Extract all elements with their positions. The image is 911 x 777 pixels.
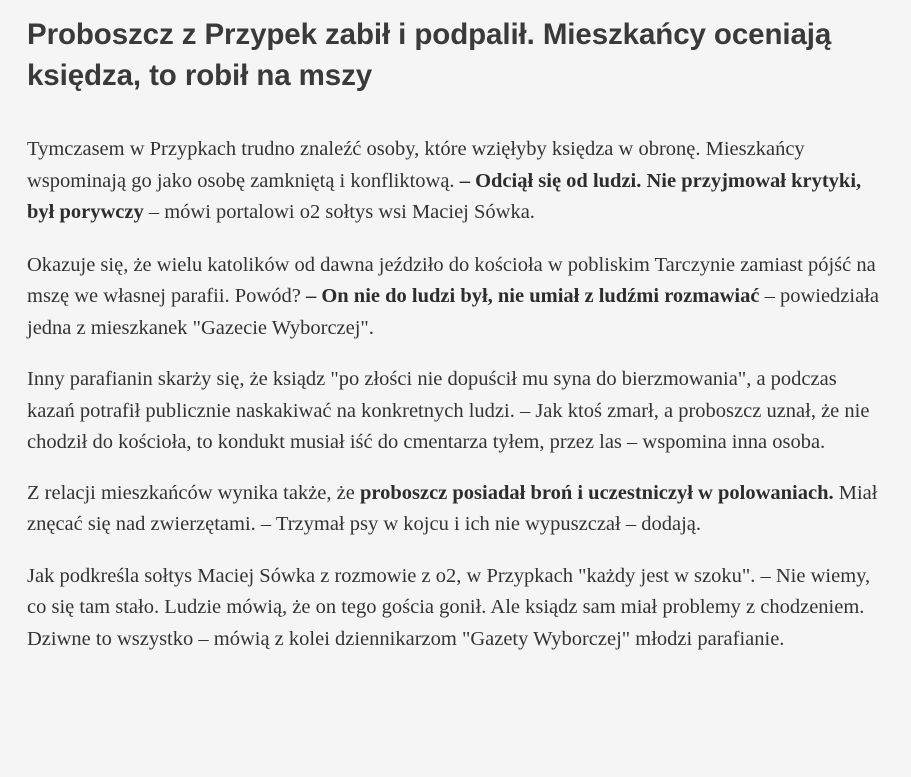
paragraph-text: Okazuje się, że wielu katolików od dawna jeździło do kościoła w pobliskim Tarczynie zamiast pójść na mszę we własnej parafii. Powód? [27,253,876,307]
paragraph-bold-quote: proboszcz posiadał broń i uczestniczył w polowaniach. [359,481,834,504]
paragraph-text: Tymczasem w Przypkach trudno znaleźć osoby, które wzięłyby księdza w obronę. Mieszkańcy wspominają go jako osobę zamkniętą i konfliktową. [27,138,805,192]
paragraph-text: Z relacji mieszkańców wynika także, że [27,481,360,504]
paragraph-bold-quote: – On nie do ludzi był, nie umiał z ludźmi rozmawiać [305,285,760,307]
paragraph-text: – powiedziała jedna z mieszkanek "Gazecie Wyborczej". [27,285,879,339]
paragraph-text: Inny parafianin skarży się, że ksiądz "po złości nie dopuścił mu syna do bierzmowania", a podczas kazań potrafił publicznie naskakiwać na konkretnych ludzi. – Jak ktoś zmarł, a proboszcz uznał, że nie chodził do kościoła, to kondukt musiał iść do cmentarza tyłem, przez las – wspomina inna osoba. [27,368,870,453]
article-paragraph [27,478,887,541]
article-paragraph [27,250,887,345]
paragraph-text: – mówi portalowi o2 sołtys wsi Maciej Sówka. [143,201,535,223]
article-title: Proboszcz z Przypek zabił i podpalił. Mieszkańcy oceniają księdza, to robił na mszy [27,18,832,92]
article-paragraph [27,134,887,229]
paragraph-bold-quote: – Odciął się od ludzi. Nie przyjmował krytyki, był porywczy [27,169,862,223]
article-paragraph [27,364,887,459]
paragraph-text: Miał znęcać się nad zwierzętami. – Trzymał psy w kojcu i ich nie wypuszczał – dodają. [27,481,878,535]
article-body [27,134,887,655]
paragraph-text: Jak podkreśla sołtys Maciej Sówka z rozmowie z o2, w Przypkach "każdy jest w szoku". – Nie wiemy, co się tam stało. Ludzie mówią, że on tego gościa gonił. Ale ksiądz sam miał problemy z chodzeniem. Dziwne to wszystko – mówią z kolei dziennikarzom "Gazety Wyborczej" młodzi parafianie. [27,564,871,650]
article [27,14,887,675]
article-paragraph [27,561,887,656]
